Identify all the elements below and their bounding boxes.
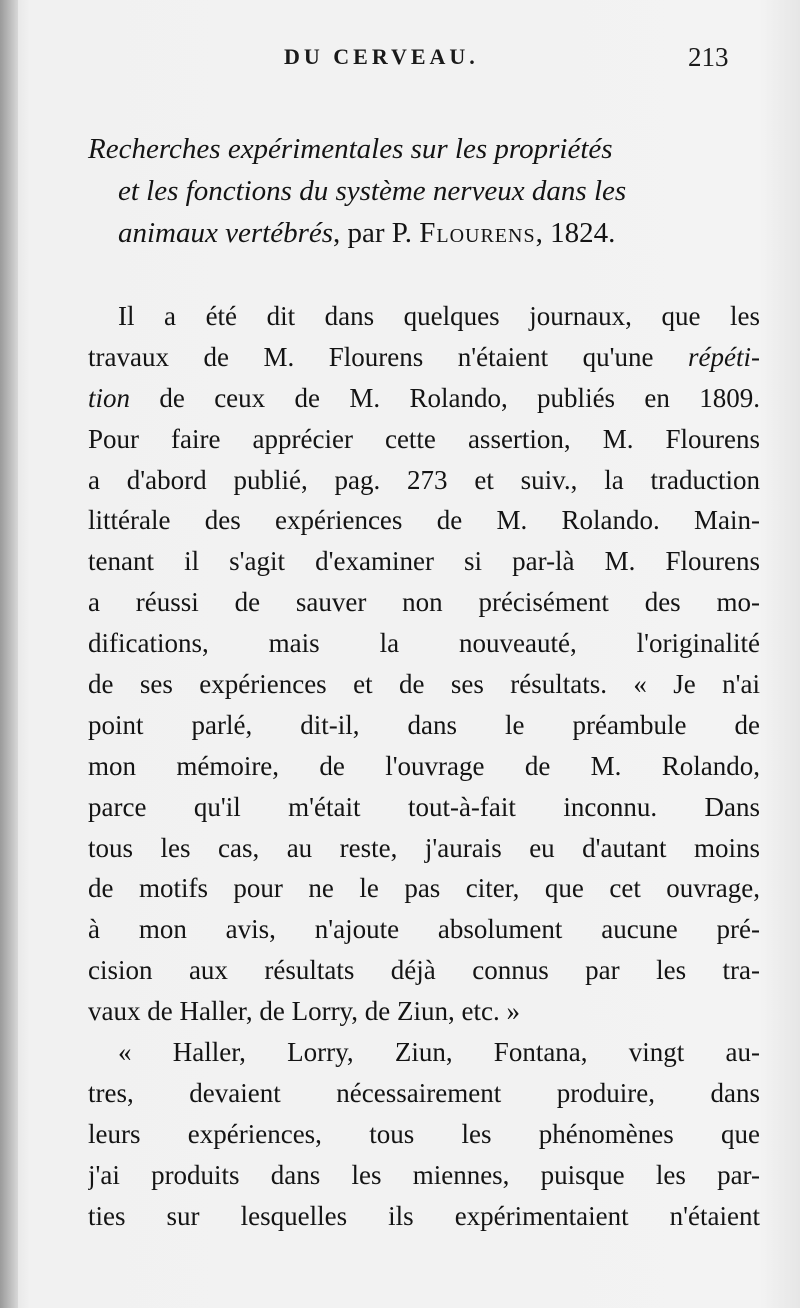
text-line: de ses expériences et de ses résultats. « Je n'ai bbox=[88, 669, 760, 700]
text-line: de motifs pour ne le pas citer, que cet ouvrage, bbox=[88, 873, 760, 904]
body-text bbox=[88, 296, 760, 1236]
text-line: difications, mais la nouveauté, l'originalité bbox=[88, 628, 760, 659]
text-line bbox=[88, 378, 760, 419]
title-line-3 bbox=[88, 212, 768, 254]
text-line: a d'abord publié, pag. 273 et suiv., la traduction bbox=[88, 464, 760, 495]
title-line-1: Recherches expérimentales sur les propriétés bbox=[88, 133, 613, 165]
text-line: tous les cas, au reste, j'aurais eu d'autant moins bbox=[88, 832, 760, 863]
text-line: leurs expériences, tous les phénomènes que bbox=[88, 1118, 760, 1149]
running-head: DU CERVEAU. bbox=[284, 44, 479, 69]
bibliographic-title bbox=[88, 128, 768, 254]
text-line bbox=[88, 337, 760, 378]
text-line: littérale des expériences de M. Rolando. Main- bbox=[88, 505, 760, 536]
page-gutter-shadow bbox=[0, 0, 18, 1308]
text-line: Pour faire apprécier cette assertion, M. Flourens bbox=[88, 423, 760, 454]
text-line: vaux de Haller, de Lorry, de Ziun, etc. » bbox=[88, 996, 520, 1027]
text-line: j'ai produits dans les miennes, puisque les par- bbox=[88, 1159, 760, 1190]
page-number: 213 bbox=[688, 42, 729, 72]
title-italic-part: animaux vertébrés bbox=[118, 217, 334, 249]
text-line: point parlé, dit-il, dans le préambule de bbox=[88, 709, 760, 740]
title-year: , 1824. bbox=[535, 217, 616, 249]
text-line: ties sur lesquelles ils expérimentaient n'étaient bbox=[88, 1200, 760, 1231]
text-line: tres, devaient nécessairement produire, dans bbox=[88, 1077, 760, 1108]
text-line: « Haller, Lorry, Ziun, Fontana, vingt au- bbox=[118, 1037, 760, 1068]
text-line: parce qu'il m'était tout-à-fait inconnu. Dans bbox=[88, 791, 760, 822]
text-line: à mon avis, n'ajoute absolument aucune pré- bbox=[88, 914, 760, 945]
title-line-2: et les fonctions du système nerveux dans les bbox=[118, 175, 627, 207]
page-header bbox=[0, 40, 800, 80]
text-span: travaux de M. Flourens n'étaient qu'une bbox=[88, 341, 689, 372]
text-line: cision aux résultats déjà connus par les tra- bbox=[88, 955, 760, 986]
text-line: tenant il s'agit d'examiner si par-là M. Flourens bbox=[88, 546, 760, 577]
title-author: Flourens bbox=[419, 217, 536, 249]
text-italic: tion bbox=[88, 382, 131, 413]
text-line: mon mémoire, de l'ouvrage de M. Rolando, bbox=[88, 750, 760, 781]
title-by: , par P. bbox=[333, 217, 420, 249]
text-italic: répéti- bbox=[688, 341, 760, 372]
text-span: de ceux de M. Rolando, publiés en 1809. bbox=[130, 382, 760, 413]
text-line: Il a été dit dans quelques journaux, que les bbox=[118, 301, 760, 331]
text-line: a réussi de sauver non précisément des mo- bbox=[88, 587, 760, 618]
